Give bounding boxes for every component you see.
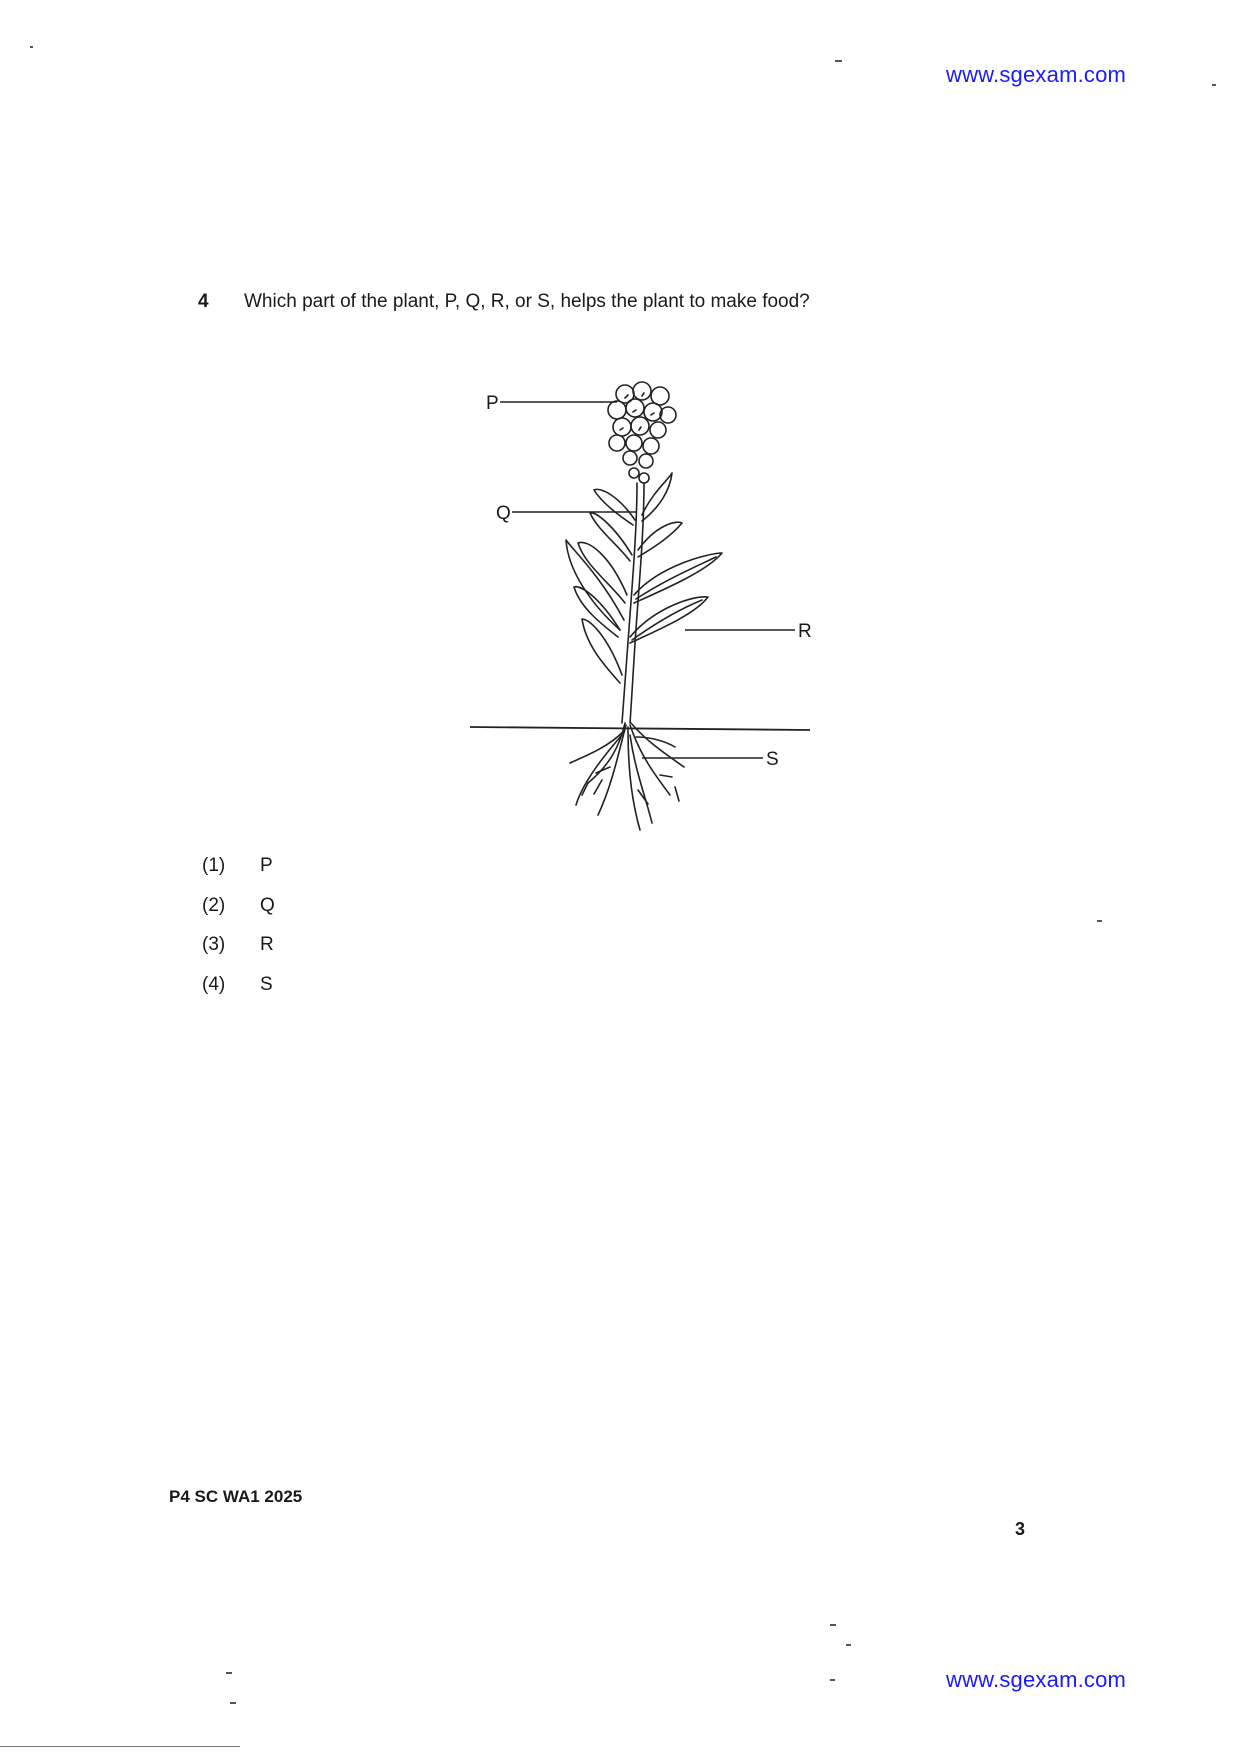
label-r: R [798,621,812,642]
flower-cluster [608,382,676,483]
watermark-link-bottom[interactable]: www.sgexam.com [946,1667,1127,1692]
label-p: P [486,393,499,414]
label-s: S [766,749,779,770]
scan-speck [835,60,842,62]
option-value: Q [260,895,275,916]
option-value: R [260,934,274,955]
paper-code: P4 SC WA1 2025 [169,1487,303,1506]
option-value: S [260,974,273,995]
question-text: Which part of the plant, P, Q, R, or S, helps the plant to make food? [244,291,810,312]
scan-speck [830,1624,836,1626]
option-value: P [260,855,273,876]
scan-speck [230,1702,236,1704]
plant-diagram [470,375,830,835]
watermark-link-top[interactable]: www.sgexam.com [946,62,1127,87]
page-edge-rule [0,1746,240,1747]
option-number: (2) [202,895,226,916]
scan-speck [830,1679,835,1681]
scan-speck [846,1644,851,1646]
question-number: 4 [198,291,209,312]
scan-speck [1097,920,1102,922]
ground-line [470,727,810,730]
scan-speck [226,1672,232,1674]
scan-speck [30,46,33,48]
page-number: 3 [1015,1519,1026,1539]
scan-speck [1212,84,1216,86]
label-q: Q [496,503,511,524]
option-number: (1) [202,855,226,876]
option-number: (3) [202,934,226,955]
option-number: (4) [202,974,226,995]
